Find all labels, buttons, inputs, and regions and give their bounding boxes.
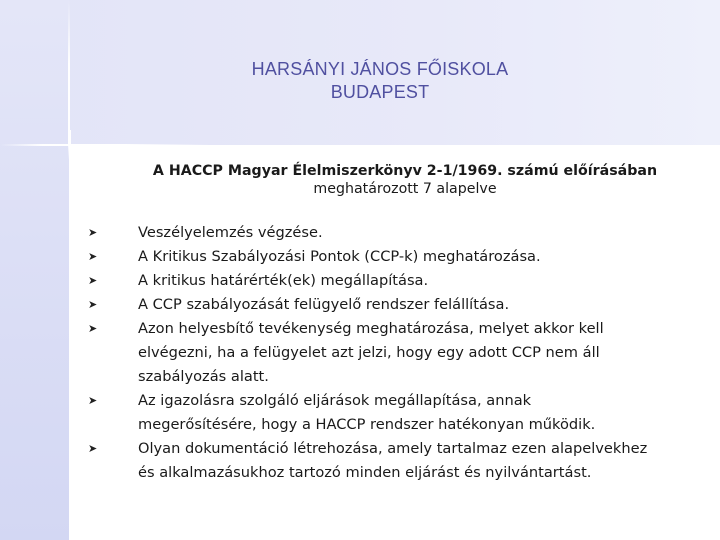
decorative-horizontal-line — [0, 144, 210, 146]
principles-list — [88, 221, 648, 485]
list-item: ➤ Veszélyelemzés végzése. — [88, 221, 648, 245]
list-item: ➤ Azon helyesbítő tevékenység meghatározása, melyet akkor kell elvégezni, ha a felügyelet azt jelzi, hogy egy adott CCP nem áll szabályozás alatt. — [88, 317, 648, 389]
sparkle-icon — [55, 130, 85, 160]
list-item: ➤ A Kritikus Szabályozási Pontok (CCP-k) meghatározása. — [88, 245, 648, 269]
institution-name: HARSÁNYI JÁNOS FŐISKOLA — [251, 59, 509, 79]
arrow-bullet-icon: ➤ — [88, 322, 98, 335]
arrow-bullet-icon: ➤ — [88, 394, 98, 407]
slide-title-line-1: A HACCP Magyar Élelmiszerkönyv 2-1/1969. számú előírásában — [152, 163, 658, 179]
arrow-bullet-icon: ➤ — [88, 442, 98, 455]
list-item: ➤ Az igazolásra szolgáló eljárások megállapítása, annak megerősítésére, hogy a HACCP rendszer hatékonyan működik. — [88, 389, 648, 437]
slide-title-line-2: meghatározott 7 alapelve — [313, 181, 497, 197]
left-band — [0, 0, 69, 540]
institution-header — [160, 58, 600, 104]
list-item: ➤ Olyan dokumentáció létrehozása, amely tartalmaz ezen alapelvekhez és alkalmazásukhoz tartozó minden eljárást és nyilvántartást. — [88, 437, 648, 485]
institution-city: BUDAPEST — [330, 82, 430, 102]
arrow-bullet-icon: ➤ — [88, 298, 98, 311]
arrow-bullet-icon: ➤ — [88, 250, 98, 263]
arrow-bullet-icon: ➤ — [88, 274, 98, 287]
list-item: ➤ A CCP szabályozását felügyelő rendszer felállítása. — [88, 293, 648, 317]
arrow-bullet-icon: ➤ — [88, 226, 98, 239]
list-item: ➤ A kritikus határérték(ek) megállapítása. — [88, 269, 648, 293]
slide-title — [80, 162, 720, 198]
